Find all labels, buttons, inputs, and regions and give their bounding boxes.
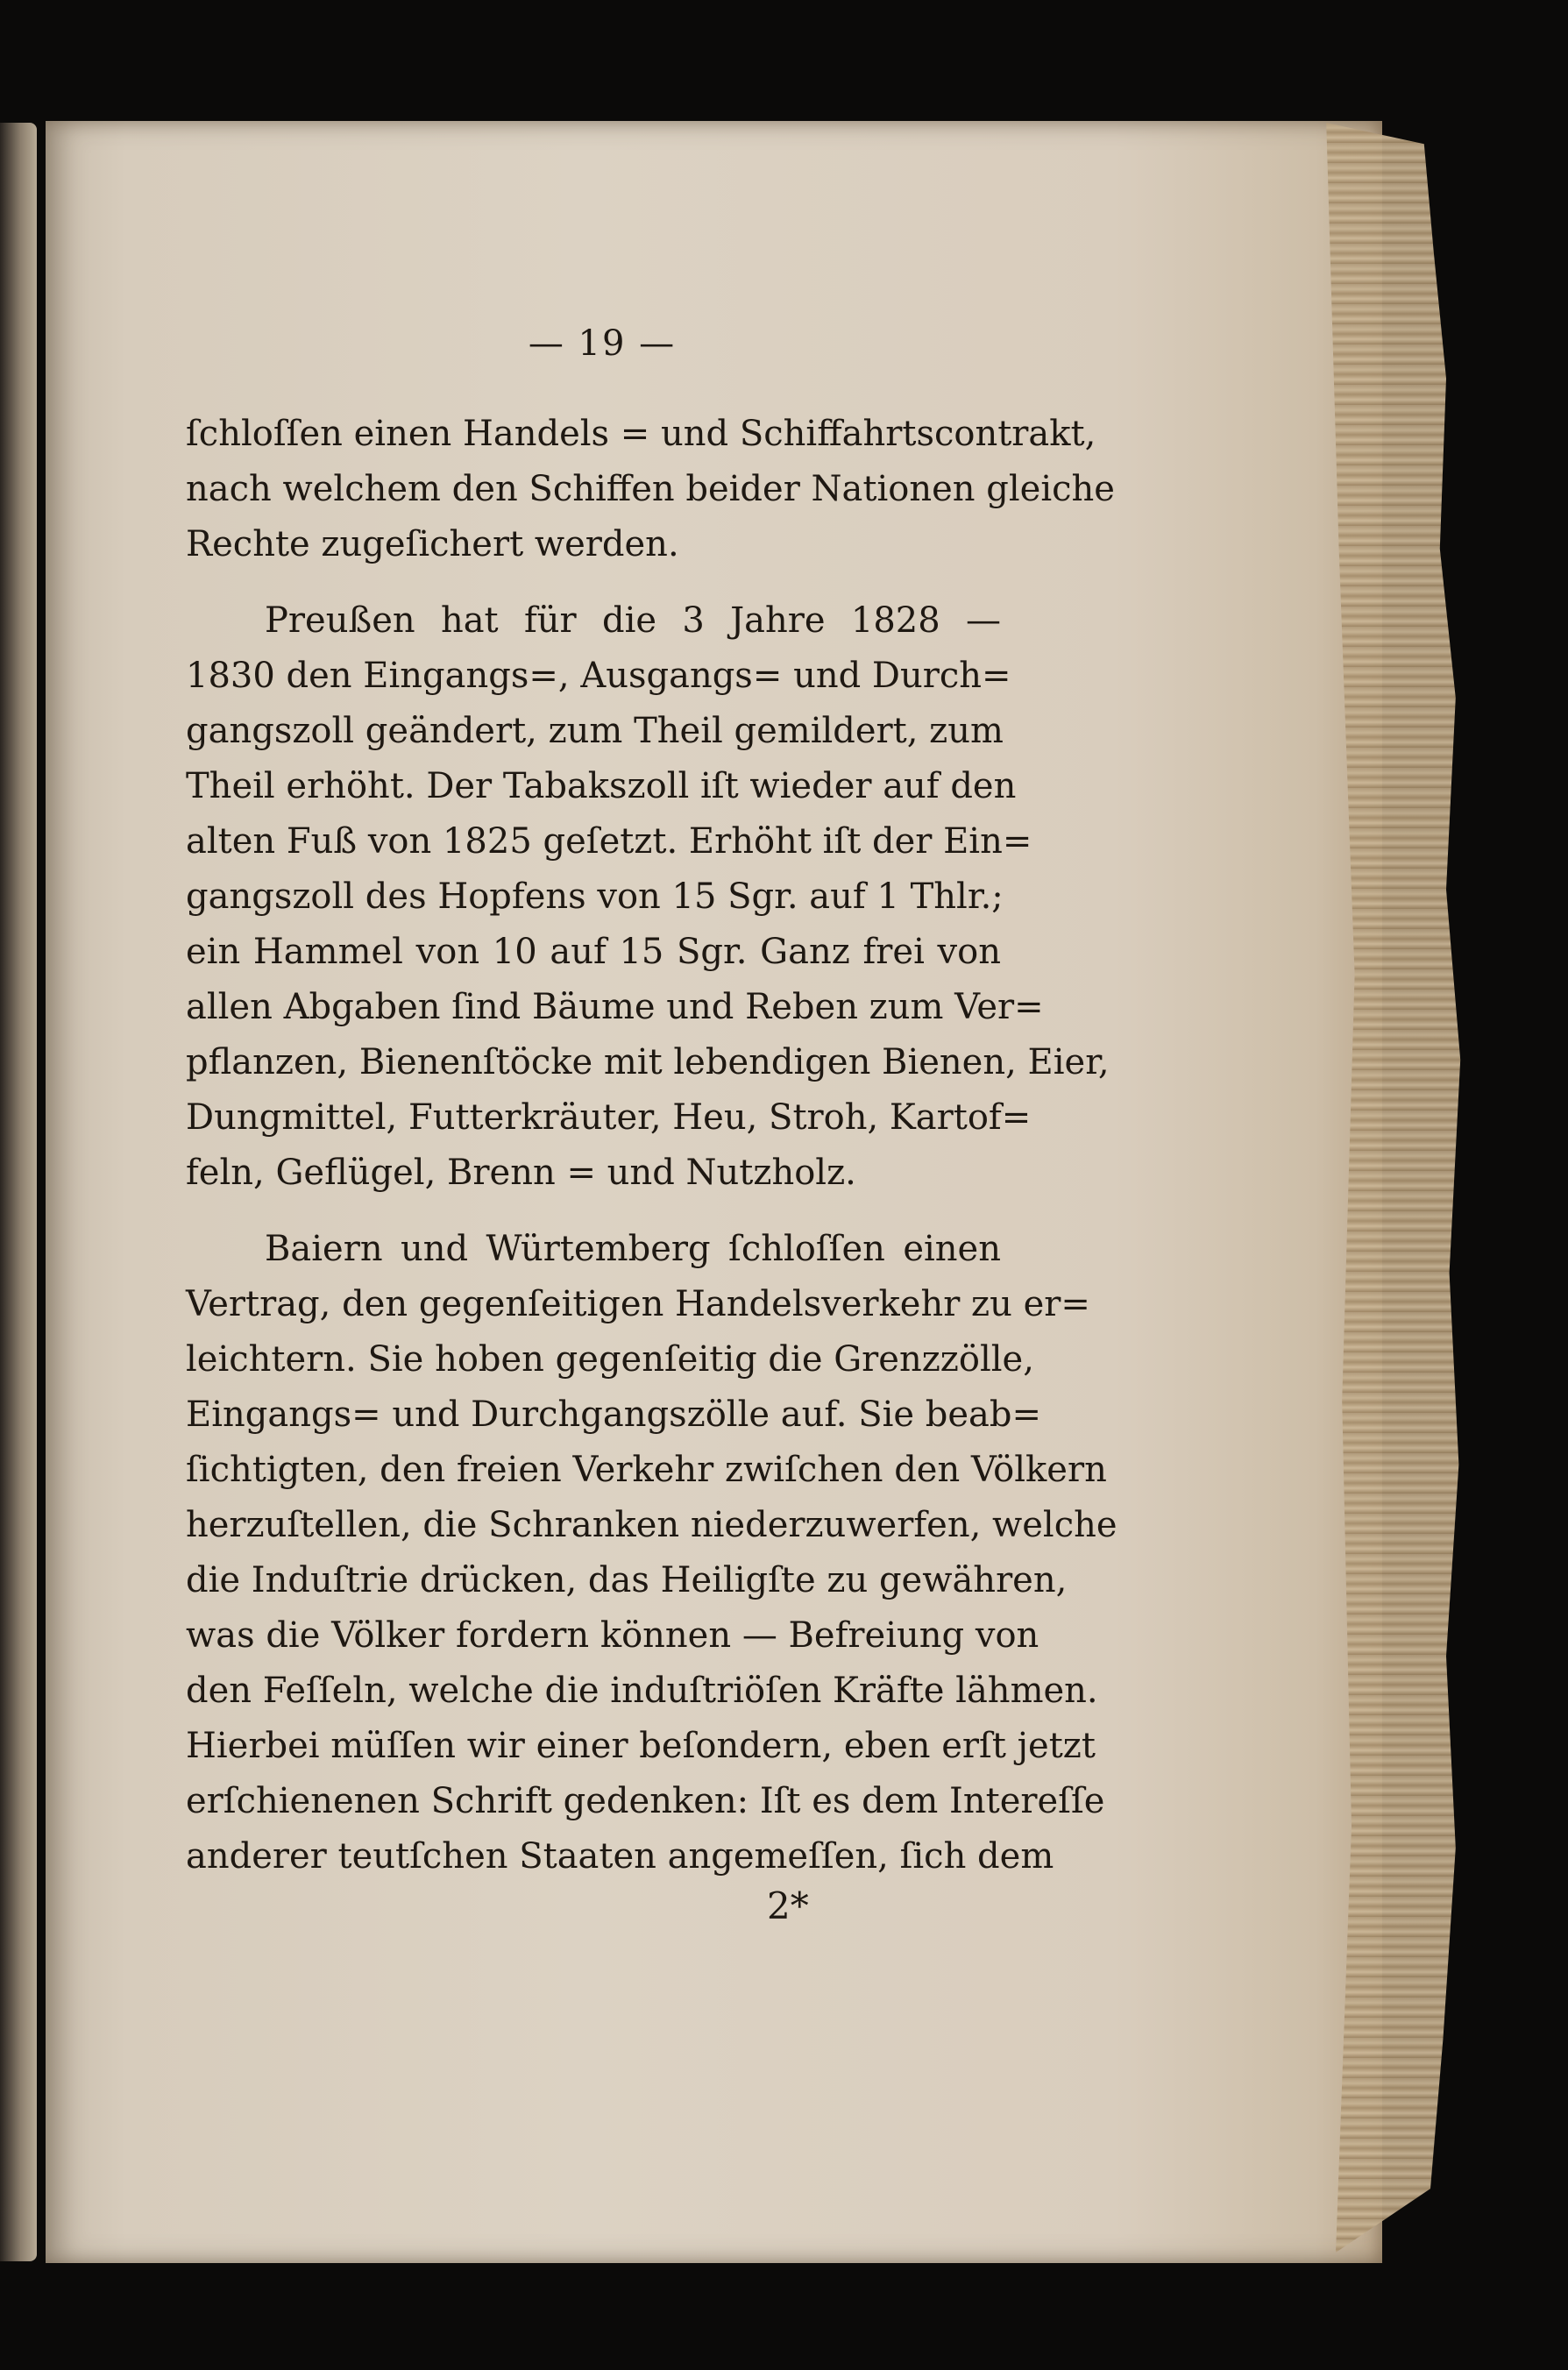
text-line: Eingangs= und Durchgangszölle auf. Sie beab= bbox=[186, 1394, 1042, 1435]
text-line: allen Abgaben ſind Bäume und Reben zum Ver= bbox=[186, 987, 1044, 1027]
text-line: herzuſtellen, die Schranken niederzuwerfen, welche bbox=[186, 1505, 1117, 1545]
text-line: Vertrag, den gegenſeitigen Handelsverkehr zu er= bbox=[186, 1284, 1090, 1324]
text-line: Dungmittel, Futterkräuter, Heu, Stroh, Kartof= bbox=[186, 1097, 1032, 1138]
text-line: den Feſſeln, welche die induſtriöſen Kräfte lähmen. bbox=[186, 1671, 1098, 1711]
text-line: die Induſtrie drücken, das Heiligſte zu gewähren, bbox=[186, 1560, 1068, 1600]
text-line: was die Völker fordern können — Befreiung von bbox=[186, 1615, 1039, 1656]
text-line: gangszoll geändert, zum Theil gemildert, zum bbox=[186, 711, 1004, 751]
text-line: alten Fuß von 1825 geſetzt. Erhöht iſt der Ein= bbox=[186, 821, 1032, 862]
signature-mark: 2* bbox=[767, 1884, 809, 1927]
text-line: gangszoll des Hopfens von 15 Sgr. auf 1 Thlr.; bbox=[186, 876, 1004, 917]
paragraphs bbox=[186, 407, 1117, 1884]
paragraph bbox=[186, 1222, 1117, 1884]
text-line: ſchloſſen einen Handels = und Schiffahrtscontrakt, bbox=[186, 414, 1096, 454]
text-block bbox=[186, 316, 1117, 1884]
text-line: Preußen hat für die 3 Jahre 1828 — bbox=[265, 600, 1001, 641]
text-line: ſichtigten, den freien Verkehr zwiſchen den Völkern bbox=[186, 1450, 1107, 1490]
paragraph bbox=[186, 407, 1115, 572]
text-line: anderer teutſchen Staaten angemeſſen, ſich dem bbox=[186, 1836, 1054, 1877]
text-line: leichtern. Sie hoben gegenſeitig die Grenzzölle, bbox=[186, 1339, 1034, 1380]
text-line: Rechte zugeſichert werden. bbox=[186, 524, 679, 564]
text-line: Theil erhöht. Der Tabakszoll iſt wieder auf den bbox=[186, 766, 1017, 806]
left-page-edge bbox=[0, 123, 37, 2261]
text-line: Hierbei müſſen wir einer beſondern, eben erſt jetzt bbox=[186, 1726, 1096, 1766]
text-line: pflanzen, Bienenſtöcke mit lebendigen Bienen, Eier, bbox=[186, 1042, 1110, 1082]
paragraph bbox=[186, 593, 1110, 1201]
paragraph-gap bbox=[186, 572, 1001, 593]
text-line: Baiern und Würtemberg ſchloſſen einen bbox=[265, 1229, 1001, 1269]
text-line: erſchienenen Schrift gedenken: Iſt es dem Intereſſe bbox=[186, 1781, 1105, 1821]
text-line: 1830 den Eingangs=, Ausgangs= und Durch= bbox=[186, 656, 1011, 696]
text-line: feln, Geflügel, Brenn = und Nutzholz. bbox=[186, 1153, 856, 1193]
text-line: ein Hammel von 10 auf 15 Sgr. Ganz frei von bbox=[186, 932, 1001, 972]
page-number: — 19 — bbox=[528, 323, 677, 364]
text-line: nach welchem den Schiffen beider Nationen gleiche bbox=[186, 469, 1115, 509]
paragraph-gap bbox=[186, 1201, 1001, 1222]
